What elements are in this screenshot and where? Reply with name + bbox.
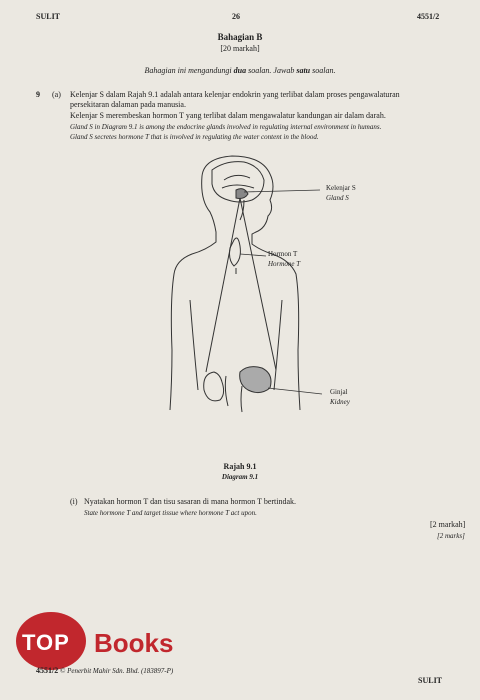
- diagram-caption: Rajah 9.1: [223, 462, 257, 471]
- label-hormone-t: Hormon T: [268, 250, 298, 258]
- subquestion-text: Nyatakan hormon T dan tisu sasaran di mana hormon T bertindak.: [84, 497, 297, 506]
- question-line-english: Gland S in Diagram 9.1 is among the endocrine glands involved in regulating internal environment in humans.: [70, 123, 382, 131]
- subquestion-text-english: State hormone T and target tissue where hormone T act upon.: [84, 509, 257, 517]
- paper-code: 4551/2: [417, 12, 440, 21]
- question-line: Kelenjar S dalam Rajah 9.1 adalah antara kelenjar endokrin yang terlibat dalam proses pengawalaturan: [70, 90, 400, 99]
- section-marks: [20 markah]: [220, 44, 260, 53]
- section-title: Bahagian B: [217, 32, 263, 42]
- footer-publisher: © Penerbit Mahir Sdn. Bhd. (183897-P): [60, 667, 174, 675]
- label-kidney: Ginjal: [330, 388, 348, 396]
- question-line-english: Gland S secretes hormone T that is involved in regulating the water content in the blood.: [70, 133, 319, 141]
- question-number: 9: [36, 90, 40, 99]
- diagram-caption-english: Diagram 9.1: [221, 473, 259, 481]
- page-number: 26: [232, 12, 240, 21]
- topbooks-watermark: [8, 602, 208, 668]
- question-part: (a): [52, 90, 61, 99]
- label-gland-s-english: Gland S: [326, 194, 349, 202]
- label-kidney-english: Kidney: [330, 398, 350, 406]
- header-sulit: SULIT: [36, 12, 61, 21]
- marks-english: [2 marks]: [437, 532, 465, 540]
- label-hormone-t-english: Hormone T: [268, 260, 301, 268]
- section-instruction: Bahagian ini mengandungi dua soalan. Jawab satu soalan.: [144, 66, 336, 75]
- watermark-books: Books: [94, 628, 174, 658]
- watermark-top: TOP: [22, 630, 70, 655]
- marks-malay: [2 markah]: [430, 520, 466, 529]
- footer-code: 4551/2: [36, 666, 59, 675]
- question-line: Kelenjar S merembeskan hormon T yang terlibat dalam mengawalatur kandungan air dalam darah.: [70, 111, 386, 120]
- human-body-diagram: [140, 150, 340, 450]
- subquestion-number: (i): [70, 497, 78, 506]
- question-line: persekitaran dalaman pada manusia.: [70, 100, 186, 109]
- footer-sulit: SULIT: [418, 676, 443, 685]
- label-gland-s: Kelenjar S: [326, 184, 356, 192]
